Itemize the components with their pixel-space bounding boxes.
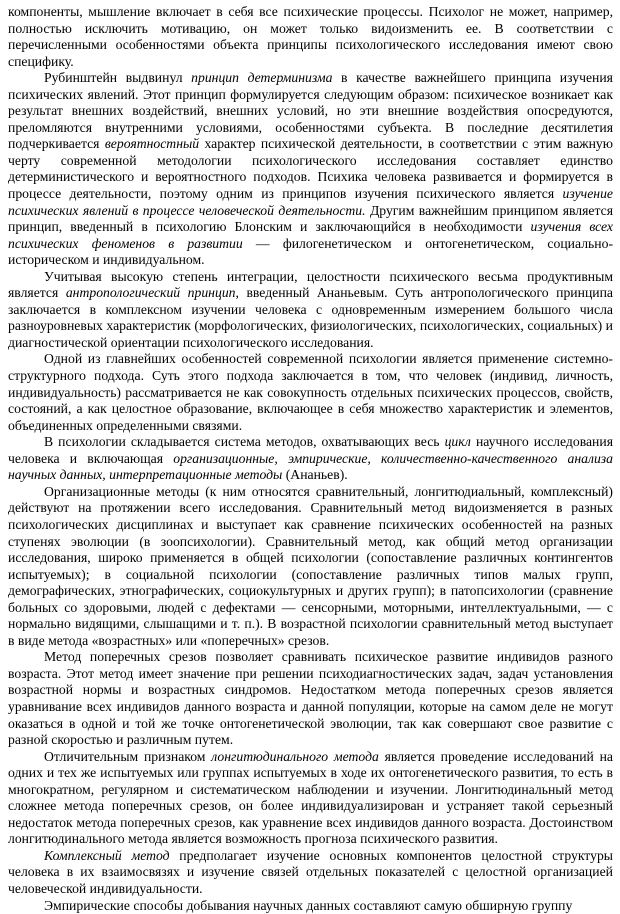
text-run: В психологии складывается система методов, охватывающих весь bbox=[44, 434, 445, 450]
text-run: компоненты, мышление включает в себя все психические процессы. Психолог не может, например, полностью исключить мотивацию, он может только видоизменить ее. В соответствии с перечисленными особенностями объекта принципы психологического исследования имеют свою специфику. bbox=[8, 4, 613, 69]
paragraph bbox=[8, 70, 613, 269]
italic-term: антропологический принцип bbox=[65, 285, 236, 301]
paragraph bbox=[8, 484, 613, 649]
italic-term: лонгитюдинального метода bbox=[211, 748, 379, 764]
document-body bbox=[8, 4, 613, 914]
paragraph bbox=[8, 848, 613, 898]
italic-term: Комплексный метод bbox=[44, 847, 170, 863]
text-run: Одной из главнейших особенностей современной психологии является применение системно-структурного подхода. Суть этого подхода заключается в том, что человек (индивид, личность, индивидуальность) рассматривается не как совокупность отдельных психических процессов, свойств, состояний, а как целостное образование, включающее в себя множество характеристик и элементов, объединенных определенными связями. bbox=[8, 351, 613, 433]
italic-term: цикл bbox=[444, 434, 471, 450]
paragraph bbox=[8, 269, 613, 352]
text-run: Метод поперечных срезов позволяет сравнивать психическое развитие индивидов разного возраста. Этот метод имеет значение при решении психодиагностических задач, задач установления возрастной нормы и возрастных синдромов. Недостатком метода поперечных срезов является уравнивание всех индивидов данного возраста и данной популяции, которые на самом деле не могут оказаться в одной и той же точке онтогенетической эволюции, так как совершают свое развитие с разной скоростью и различным путем. bbox=[8, 649, 613, 748]
text-run: (Ананьев). bbox=[282, 467, 348, 483]
text-run: Рубинштейн выдвинул bbox=[44, 70, 192, 86]
text-run: Другим важнейшим принципом является принцип, введенный в психологию Блонским и заключающийся в необходимости bbox=[8, 202, 613, 235]
italic-term: вероятностный bbox=[104, 136, 200, 152]
text-run: — филогенетическом и онтогенетическом, социально-историческом и индивидуальном. bbox=[8, 235, 613, 268]
paragraph bbox=[8, 898, 613, 914]
italic-term: изучение психических явлений в процессе человеческой деятельности. bbox=[8, 186, 613, 218]
text-run: Организационные методы (к ним относятся сравнительный, лонгитюдиальный, комплексный) действуют на протяжении всего исследования. Сравнительный метод видоизменяется в разных психологических дисциплинах и выступает как сравнение психических особенностей на разных ступенях эволюции (в зоопсихологии). Сравнительный метод, как общий метод организации исследования, широко применяется в общей психологии (сопоставление различных контингентов испытуемых); в социальной психологии (сопоставление различных типов малых групп, демографических, этнографических, социокультурных и других групп); в патопсихологии (сравнение больных со здоровыми, людей с дефектами — сенсорными, моторными, интеллектуальными, — с нормально видящими, слышащими и т. п.). В возрастной психологии сравнительный метод выступает в виде метода «возрастных» или «поперечных» срезов. bbox=[8, 483, 613, 648]
italic-term: организационные, эмпирические, количественно-качественного анализа научных данных, интерпретационные методы bbox=[8, 450, 613, 483]
text-run: Учитывая высокую степень интеграции, целостности психического весьма продуктивным является bbox=[8, 268, 613, 301]
text-run: Отличительным признаком bbox=[44, 748, 212, 764]
text-run: , введенный Ананьевым. Суть антропологического принципа заключается в комплексном изучении человека с одновременным измерением большого числа разноуровневых характеристик (морфологических, физиологических, психологических, социальных) и диагностической ориентации психологического исследования. bbox=[8, 285, 613, 350]
text-run: предполагает изучение основных компонентов целостной структуры человека в их взаимосвязях и изучение связей отдельных показателей с целостной организацией человеческой индивидуальности. bbox=[8, 847, 613, 896]
paragraph bbox=[8, 4, 613, 70]
paragraph bbox=[8, 649, 613, 748]
text-run: в качестве важнейшего принципа изучения психических явлений. Этот принцип формулируется следующим образом: психическое возникает как результат внешних воздействий, внешних условий, но эти внешние воздействия опосредуются, преломляются внутренними условиями, особенностями субъекта. В последние десятилетия подчеркивается bbox=[8, 70, 613, 152]
text-run: является проведение исследований на одних и тех же испытуемых или группах испытуемых в ходе их онтогенетического развития, то есть в многократном, регулярном и систематическом наблюдении и изучении. Лонгитюдинальный метод сложнее метода поперечных срезов, он более индивидуализирован и устраняет такой серьезный недостаток метода поперечных срезов, как уравнение всех индивидов данного возраста. Достоинством лонгитюдинального метода является возможность прогноза психического развития. bbox=[8, 748, 614, 847]
paragraph bbox=[8, 434, 613, 484]
italic-term: изучения всех психических феноменов в развитии bbox=[8, 219, 613, 251]
text-run: характер психической деятельности, в соответствии с этим важную черту современной методологии психологического исследования составляет единство детерминистического и вероятностного подходов. Психика человека развивается и формируется в процессе деятельности, поэтому одним из принципов изучения психического является bbox=[8, 136, 613, 202]
italic-term: принцип детерминизма bbox=[191, 70, 333, 86]
text-run: Эмпирические способы добывания научных данных составляют самую обширную группу bbox=[44, 897, 573, 913]
text-run: научного исследования человека и включающая bbox=[8, 434, 614, 466]
paragraph bbox=[8, 351, 613, 434]
paragraph bbox=[8, 749, 613, 848]
